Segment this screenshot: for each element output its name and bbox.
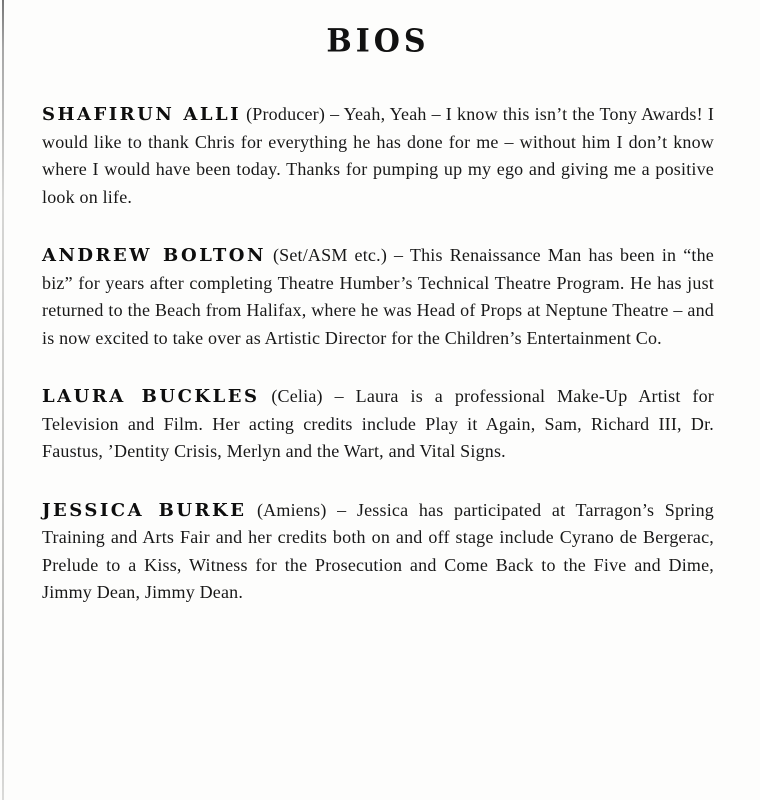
bio-paragraph-jessica-burke	[42, 497, 714, 607]
bio-name: LAURA BUCKLES	[42, 386, 260, 407]
bio-text: – Jessica has participated at Tarragon’s Spring Training and Arts Fair and her credits both on and off stage include Cyrano de Bergerac, Prelude to a Kiss, Witness for the Prosecution and Come Back to the Five and Dime, Jimmy Dean, Jimmy Dean.	[42, 499, 715, 602]
bio-name: ANDREW BOLTON	[42, 245, 266, 266]
bio-text: – This Renaissance Man has been in “the biz” for years after completing Theatre Humber’s Technical Theatre Program. He has just returned to the Beach from Halifax, where he was Head of Props at Neptune Theatre – and is now excited to take over as Artistic Director for the Children’s Entertainment Co.	[42, 245, 714, 348]
scan-edge-artifact	[2, 0, 4, 800]
bio-paragraph-andrew-bolton	[42, 242, 714, 352]
bio-name: JESSICA BURKE	[42, 499, 247, 521]
bio-role: (Set/ASM etc.)	[272, 245, 388, 265]
bio-name: SHAFIRUN ALLI	[42, 104, 242, 125]
bio-text: – Yeah, Yeah – I know this isn’t the Tony Awards! I would like to thank Chris for everything he has done for me – without him I don’t know where I would have been today. Thanks for pumping up my ego and giving me a positive look on life.	[42, 104, 715, 207]
bio-paragraph-laura-buckles	[42, 383, 714, 466]
page-content	[42, 24, 714, 607]
bio-paragraph-shafirun-alli	[42, 101, 714, 211]
bio-role: (Celia)	[271, 386, 323, 406]
bio-text: – Laura is a professional Make-Up Artist for Television and Film. Her acting credits include Play it Again, Sam, Richard III, Dr. Faustus, ’Dentity Crisis, Merlyn and the Wart, and Vital Signs.	[42, 386, 714, 461]
bio-role: (Producer)	[246, 104, 326, 124]
bio-role: (Amiens)	[256, 499, 327, 520]
page-title: BIOS	[326, 23, 430, 60]
